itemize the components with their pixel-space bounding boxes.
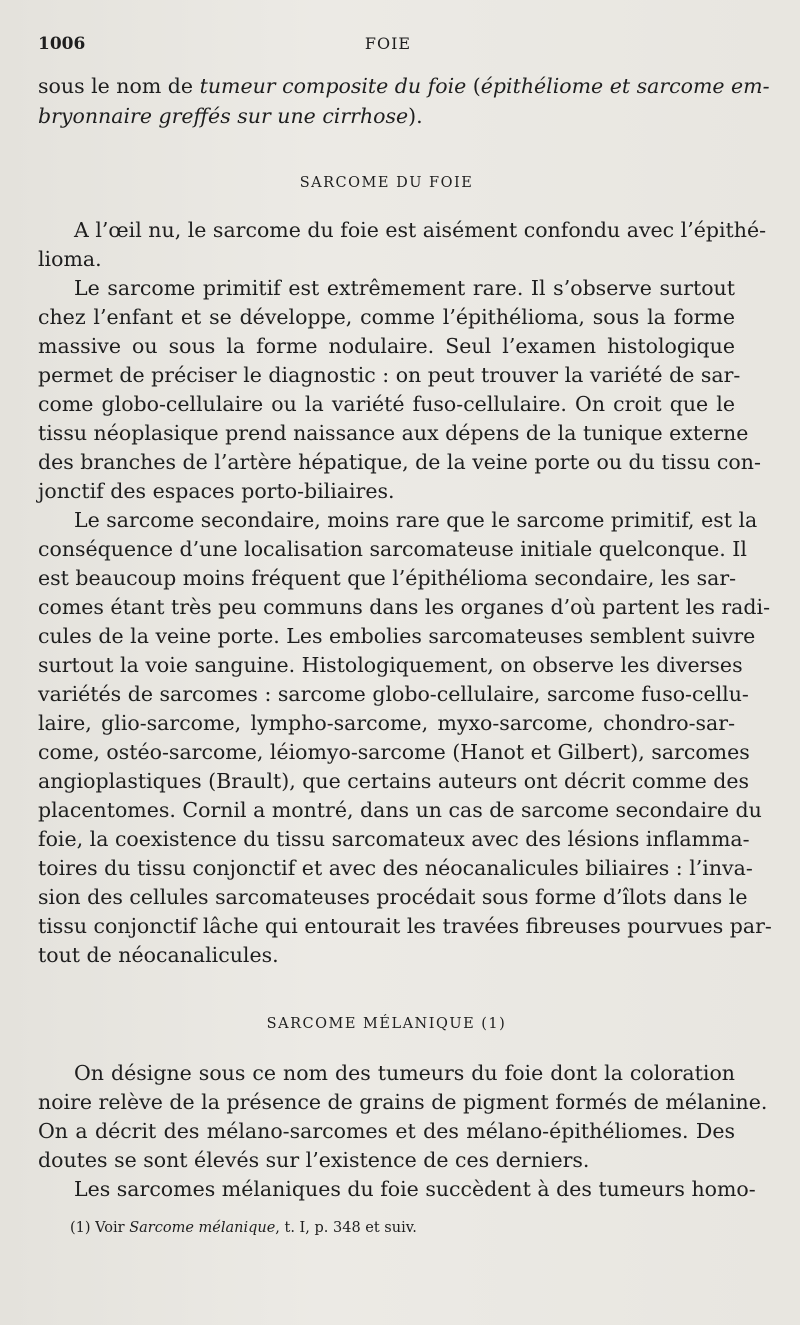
- text-line: conséquence d’une localisation sarcomateuse initiale quelconque. Il: [38, 537, 747, 561]
- text-line: come globo-cellulaire ou la variété fuso-cellulaire. On croit que le: [38, 392, 735, 416]
- text-line: variétés de sarcomes : sarcome globo-cellulaire, sarcome fuso-cellu-: [38, 682, 749, 706]
- text-line: toires du tissu conjonctif et avec des néocanalicules biliaires : l’inva-: [38, 856, 753, 880]
- text-line: surtout la voie sanguine. Histologiquement, on observe les diverses: [38, 653, 743, 677]
- intro-line: sous le nom de tumeur composite du foie (épithéliome et sarcome em-: [38, 74, 770, 98]
- text-line: permet de préciser le diagnostic : on peut trouver la variété de sar-: [38, 363, 741, 387]
- text-line: Les sarcomes mélaniques du foie succèdent à des tumeurs homo-: [74, 1177, 756, 1201]
- running-header: [38, 34, 738, 58]
- text-line: cules de la veine porte. Les embolies sarcomateuses semblent suivre: [38, 624, 756, 648]
- text-line: est beaucoup moins fréquent que l’épithélioma secondaire, les sar-: [38, 566, 737, 590]
- text-line: tout de néocanalicules.: [38, 943, 279, 967]
- text-line: lioma.: [38, 247, 102, 271]
- text-line: doutes se sont élevés sur l’existence de ces derniers.: [38, 1148, 590, 1172]
- text-line: A l’œil nu, le sarcome du foie est aisément confondu avec l’épithé-: [74, 218, 767, 242]
- text-line: On désigne sous ce nom des tumeurs du foie dont la coloration: [74, 1061, 735, 1085]
- text-line: Le sarcome secondaire, moins rare que le sarcome primitif, est la: [74, 508, 758, 532]
- text-line: placentomes. Cornil a montré, dans un cas de sarcome secondaire du: [38, 798, 762, 822]
- text-line: jonctif des espaces porto-biliaires.: [38, 479, 395, 503]
- text-line: Le sarcome primitif est extrêmement rare. Il s’observe surtout: [74, 276, 735, 300]
- text-line: laire, glio-sarcome, lympho-sarcome, myxo-sarcome, chondro-sar-: [38, 711, 735, 735]
- text-line: sion des cellules sarcomateuses procédait sous forme d’îlots dans le: [38, 885, 748, 909]
- text-line: come, ostéo-sarcome, léiomyo-sarcome (Hanot et Gilbert), sarcomes: [38, 740, 750, 764]
- text-line: angioplastiques (Brault), que certains auteurs ont décrit comme des: [38, 769, 750, 793]
- text-line: comes étant très peu communs dans les organes d’où partent les radi-: [38, 595, 770, 619]
- running-title: FOIE: [364, 34, 412, 53]
- text-line: des branches de l’artère hépatique, de la veine porte ou du tissu con-: [38, 450, 761, 474]
- section-heading: SARCOME MÉLANIQUE (1): [266, 1016, 507, 1032]
- text-line: noire relève de la présence de grains de pigment formés de mélanine.: [38, 1090, 768, 1114]
- footnote: (1) Voir Sarcome mélanique, t. I, p. 348 et suiv.: [70, 1220, 417, 1236]
- text-line: massive ou sous la forme nodulaire. Seul l’examen histologique: [38, 334, 735, 358]
- text-line: tissu néoplasique prend naissance aux dépens de la tunique externe: [38, 421, 749, 445]
- text-line: On a décrit des mélano-sarcomes et des mélano-épithéliomes. Des: [38, 1119, 735, 1143]
- page-number: 1006: [38, 34, 86, 54]
- intro-line: bryonnaire greffés sur une cirrhose).: [38, 104, 423, 128]
- text-line: foie, la coexistence du tissu sarcomateux avec des lésions inflamma-: [38, 827, 750, 851]
- text-line: chez l’enfant et se développe, comme l’épithélioma, sous la forme: [38, 305, 735, 329]
- section-heading: SARCOME DU FOIE: [299, 175, 474, 191]
- text-line: tissu conjonctif lâche qui entourait les travées fibreuses pourvues par-: [38, 914, 772, 938]
